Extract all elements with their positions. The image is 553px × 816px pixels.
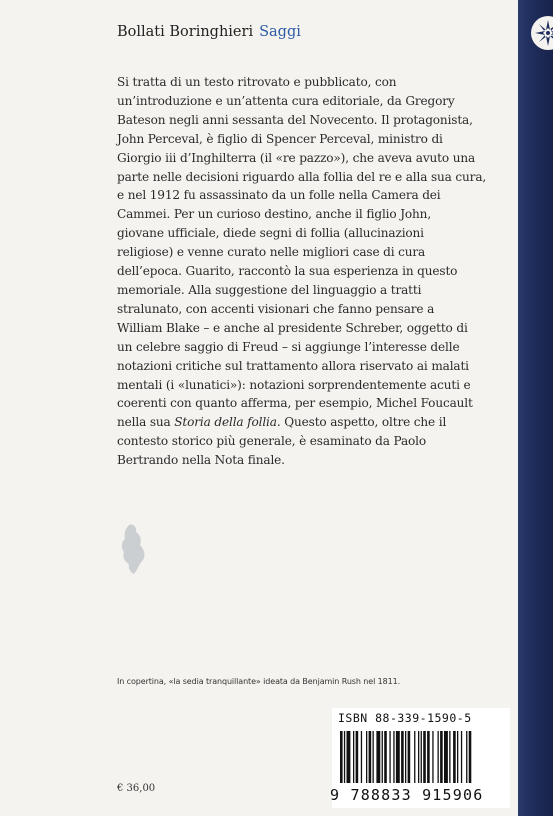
barcode-bar (401, 731, 404, 783)
blurb-line: John Perceval, è figlio di Spencer Perceval, ministro di (117, 131, 443, 146)
barcode-bar (421, 731, 422, 783)
barcode-bar (373, 731, 374, 783)
barcode-graphic (340, 731, 508, 783)
blurb-line: Bateson negli anni sessanta del Novecento. Il protagonista, (117, 112, 473, 127)
blurb-line: Si tratta di un testo ritrovato e pubblicato, con (117, 75, 397, 89)
barcode-bar (369, 731, 372, 783)
publisher-logo-icon (531, 16, 553, 50)
blurb-line: stralunato, con accenti visionari che fanno pensare a (117, 301, 435, 316)
blurb-line: parte nelle decisioni riguardo alla follia del re e alla sua cura, (117, 169, 487, 184)
barcode-bar (347, 731, 351, 783)
barcode-bar (405, 731, 406, 783)
barcode-bar (384, 731, 387, 783)
barcode-bar (356, 731, 359, 783)
barcode-bar (427, 731, 430, 783)
barcode-bar (466, 731, 467, 783)
blurb-fragment: . Questo aspetto, oltre che il (276, 415, 447, 430)
blurb-line: notazioni critiche sul trattamento allora riservato ai malati (117, 358, 469, 373)
barcode-bar (414, 731, 415, 783)
publisher-name: Bollati Boringhieri (117, 24, 254, 40)
barcode-bar (366, 731, 367, 783)
barcode-bar (469, 731, 472, 783)
barcode-bar (453, 731, 456, 783)
barcode-bar (418, 731, 419, 783)
series-name: Saggi (259, 24, 301, 40)
blurb-line: memoriale. Alla suggestione del linguaggio a tratti (117, 282, 422, 297)
barcode-bar (344, 731, 345, 783)
publisher-header (117, 24, 301, 40)
blurb-line: un celebre saggio di Freud – si aggiunge l’interesse delle (117, 339, 460, 354)
barcode-bar (444, 731, 448, 783)
barcode-bar (376, 731, 380, 783)
barcode-bar (438, 731, 439, 783)
cover-caption: In copertina, «la sedia tranquillante» ideata da Benjamin Rush nel 1811. (117, 677, 401, 686)
blurb-line: religiose) e venne curato nelle migliori case di cura (117, 245, 426, 260)
blurb-text (117, 73, 487, 470)
barcode-bar (396, 731, 400, 783)
blurb-line: mentali (i «lunatici»): notazioni sorprendentemente acuti e (117, 377, 471, 392)
barcode-bar (423, 731, 426, 783)
blurb-line: William Blake – e anche al presidente Schreber, oggetto di (117, 320, 468, 335)
blurb-line: un’introduzione e un’attenta cura editoriale, da Gregory (117, 93, 455, 108)
barcode-bar (457, 731, 458, 783)
barcode-bar (382, 731, 383, 783)
book-title-reference: Storia della follia (174, 415, 277, 430)
blurb-line: giovane ufficiale, diede segni di follia (allucinazioni (117, 226, 424, 241)
blurb-line: e nel 1912 fu assassinato da un folle nella Camera dei (117, 188, 441, 203)
blurb-line: Bertrando nella Nota finale. (117, 453, 285, 468)
barcode-bar (393, 731, 394, 783)
blurb-line: Cammei. Per un curioso destino, anche il figlio John, (117, 207, 432, 222)
barcode-bar (432, 731, 433, 783)
stain-mark (113, 522, 153, 578)
barcode-bar (389, 731, 390, 783)
barcode-bar (408, 731, 411, 783)
isbn-label: ISBN 88-339-1590-5 (338, 711, 472, 725)
barcode-bar (449, 731, 450, 783)
ean-number: 9 788833 915906 (330, 786, 484, 804)
blurb-line: contesto storico più generale, è esaminato da Paolo (117, 434, 427, 449)
spine-strip (518, 0, 553, 816)
blurb-line (117, 413, 465, 432)
barcode-bar (340, 731, 343, 783)
barcode-bar (461, 731, 462, 783)
barcode-bar (440, 731, 443, 783)
blurb-line: Giorgio iii d’Inghilterra (il «re pazzo»), che aveva avuto una (117, 150, 476, 165)
price-label: € 36,00 (117, 783, 156, 794)
blurb-line: coerenti con quanto afferma, per esempio, Michel Foucault (117, 396, 473, 411)
barcode-bar (353, 731, 354, 783)
barcode-bar (361, 731, 362, 783)
blurb-fragment: nella sua (117, 415, 175, 430)
blurb-line: dell’epoca. Guarito, raccontò la sua esperienza in questo (117, 264, 458, 279)
